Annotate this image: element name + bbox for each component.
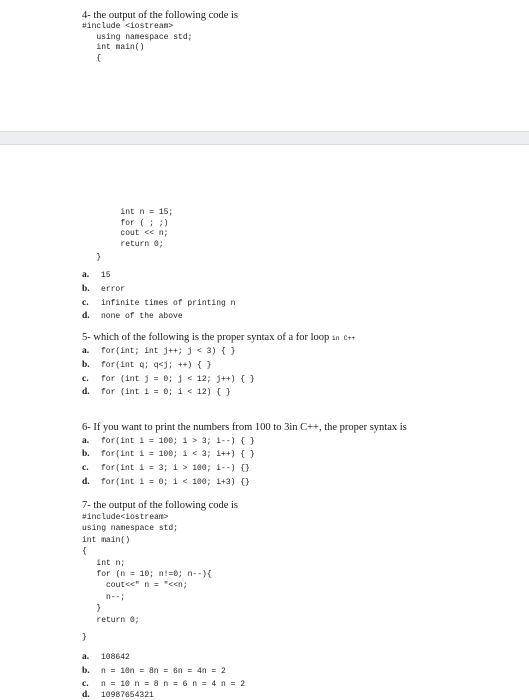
option-label: a. <box>82 652 90 662</box>
q6-option-a[interactable] <box>82 436 255 446</box>
option-label: c. <box>82 679 89 689</box>
code-line: { <box>82 53 102 63</box>
option-text: for(int i = 100; i < 3; i++) { } <box>101 450 255 459</box>
option-text: error <box>101 285 126 294</box>
q4-code-top <box>82 22 192 64</box>
option-text: none of the above <box>101 312 183 321</box>
q6-title: 6- If you want to print the numbers from 100 to 3in C++, the proper syntax is <box>82 422 407 433</box>
q5-title-row <box>82 331 355 345</box>
q7-option-c[interactable] <box>82 679 245 689</box>
q5-title-suffix: in C++ <box>331 335 356 342</box>
q4-code-bottom <box>82 208 173 264</box>
q7-option-b[interactable] <box>82 666 226 676</box>
option-label: d. <box>82 387 90 397</box>
option-label: d. <box>82 311 90 321</box>
option-label: b. <box>82 360 90 370</box>
option-text: 10987654321 <box>101 691 154 700</box>
q7-code <box>82 512 212 643</box>
code-line: using namespace std; <box>82 524 179 534</box>
option-text: n = 10n = 8n = 6n = 4n = 2 <box>101 667 226 676</box>
option-label: a. <box>82 346 90 356</box>
code-line: int main() <box>82 43 145 52</box>
code-line: for ( ; ;) <box>82 218 169 228</box>
option-label: b. <box>82 449 90 459</box>
code-line: } <box>82 604 102 614</box>
option-text: 15 <box>101 271 111 280</box>
option-label: c. <box>82 463 89 473</box>
q4-option-c[interactable] <box>82 298 235 308</box>
code-line: for (n = 10; n!=0; n--){ <box>82 570 212 580</box>
q7-option-a[interactable] <box>82 652 130 662</box>
q6-option-b[interactable] <box>82 449 255 459</box>
q6-option-d[interactable] <box>82 477 250 487</box>
q4-option-d[interactable] <box>82 311 183 321</box>
code-line: } <box>82 253 102 262</box>
code-line: int n; <box>82 558 126 568</box>
option-text: infinite times of printing n <box>101 299 236 308</box>
q7-option-d[interactable] <box>82 690 154 700</box>
code-line: cout << n; <box>82 229 169 238</box>
q5-option-c[interactable] <box>82 374 255 384</box>
q5-option-a[interactable] <box>82 346 235 356</box>
code-line: #include <iostream> <box>82 22 174 31</box>
code-line: return 0; <box>82 239 164 249</box>
code-line: #include<iostream> <box>82 513 169 522</box>
code-line: { <box>82 547 87 557</box>
option-label: c. <box>82 374 89 384</box>
option-label: a. <box>82 270 90 280</box>
code-line: n--; <box>82 592 126 602</box>
code-line: return 0; <box>82 615 140 625</box>
option-text: for (int i = 0; i < 12) { } <box>101 388 231 397</box>
option-text: for(int i = 0; i < 100; i+3) {} <box>101 478 250 487</box>
q5-option-d[interactable] <box>82 387 231 397</box>
option-text: for(int q; q<j; ++) { } <box>101 361 212 370</box>
option-label: d. <box>82 477 90 487</box>
option-text: for(int i = 3; i > 100; i--) {} <box>101 464 250 473</box>
q7-title: 7- the output of the following code is <box>82 500 239 511</box>
option-text: 108642 <box>101 653 130 662</box>
q4-title: 4- the output of the following code is <box>82 10 239 21</box>
q5-option-b[interactable] <box>82 360 211 370</box>
option-label: a. <box>82 436 90 446</box>
q4-option-a[interactable] <box>82 270 111 280</box>
q5-title: 5- which of the following is the proper syntax of a for loop <box>82 332 330 343</box>
option-label: c. <box>82 298 89 308</box>
code-line: int main() <box>82 535 131 545</box>
code-line: } <box>82 633 87 643</box>
option-text: for(int i = 100; i > 3; i--) { } <box>101 437 255 446</box>
option-label: b. <box>82 284 90 294</box>
code-line: cout<<" n = "<<n; <box>82 581 188 591</box>
option-text: n = 10 n = 8 n = 6 n = 4 n = 2 <box>101 680 246 689</box>
page-break-band <box>0 131 529 145</box>
option-label: d. <box>82 690 90 700</box>
code-line: using namespace std; <box>82 32 193 42</box>
q6-option-c[interactable] <box>82 463 250 473</box>
option-text: for(int; int j++; j < 3) { } <box>101 347 236 356</box>
option-text: for (int j = 0; j < 12; j++) { } <box>101 375 255 384</box>
option-label: b. <box>82 666 90 676</box>
code-line: int n = 15; <box>82 208 174 217</box>
q4-option-b[interactable] <box>82 284 125 294</box>
